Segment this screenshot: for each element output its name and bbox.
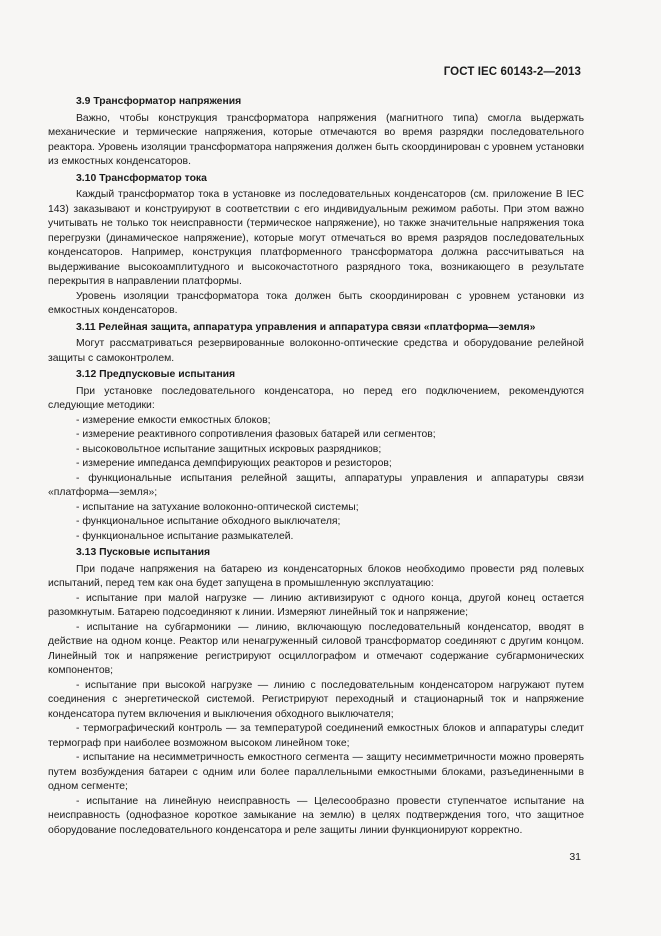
list-item: - измерение импеданса демпфирующих реакторов и резисторов; [76,458,392,469]
list-item: - высоковольтное испытание защитных искровых разрядников; [76,443,382,455]
list-item: - функциональное испытание размыкателей. [76,530,294,542]
list-item: - испытание при высокой нагрузке — линию с последовательным конденсатором нагружают путем соединения с энергетической системой. Регистрируют переходный и стационарный ток и напряжение конденсатора путем включения и выключения обходного выключателя; [48,679,584,720]
section-heading: 3.13 Пусковые испытания [76,547,211,558]
paragraph: Каждый трансформатор тока в установке из последовательных конденсаторов (см. приложение B IEC 143) заказывают и конструируют в соответствии с его индивидуальным режимом работы. При этом важно учитывать не только ток неисправности (термическое напряжение), но также значительные напряжения тока перегрузки (динамическое напряжение), которые могут отмечаться во время разрядов последовательных конденсаторов. Например, конструкция платформенного трансформатора должна рассчитываться на выдерживание высокоамплитудного и высокочастотного разрядного тока, возникающего в результате перекрытия в направлении платформы. [48,189,584,287]
list-item: - измерение реактивного сопротивления фазовых батарей или сегментов; [76,429,436,440]
list-item: - функциональные испытания релейной защиты, аппаратуры управления и аппаратуры связи «платформа—земля»; [48,472,584,498]
list-item: - испытание на линейную неисправность — Целесообразно провести ступенчатое испытание на неисправность (однофазное короткое замыкание на землю) в целях подтверждения того, что защитное оборудование последовательного конденсатора и реле защиты линии функционируют корректно. [48,795,584,836]
list-item: - термографический контроль — за температурой соединений емкостных блоков и аппаратуры следит термограф при наиболее возможном высоком линейном токе; [48,723,584,749]
list-item: - функциональное испытание обходного выключателя; [76,516,341,527]
paragraph: Могут рассматриваться резервированные волоконно-оптические средства и оборудование релейной защиты с самоконтролем. [48,338,584,364]
list-item: - испытание на субгармоники — линию, включающую последовательный конденсатор, вводят в действие на одном конце. Реактор или ненагруженный силовой трансформатор соединяют с другим концом. Линейный ток и напряжение регистрируют осциллографом и отмечают содержание субгармонических компонентов; [48,621,584,676]
list-item: - испытание при малой нагрузке — линию активизируют с одного конца, другой конец остается разомкнутым. Батарею подсоединяют к линии. Измеряют линейный ток и напряжение; [48,592,584,618]
list-item: - измерение емкости емкостных блоков; [76,414,271,426]
standard-code-header: ГОСТ IEC 60143-2—2013 [443,66,581,78]
list-item: - испытание на несимметричность емкостного сегмента — защиту несимметричности можно проверять путем возбуждения батареи с одним или более параллельными емкостными блоками, разъединенными в одном сегменте; [48,752,584,792]
section-heading: 3.10 Трансформатор тока [76,172,207,184]
list-item: - испытание на затухание волоконно-оптической системы; [76,501,359,513]
section-3-13 [48,546,584,838]
section-heading: 3.11 Релейная защита, аппаратура управления и аппаратура связи «платформа—земля» [76,321,536,333]
paragraph: При подаче напряжения на батарею из конденсаторных блоков необходимо провести ряд полевых испытаний, перед тем как она будет запущена в промышленную эксплуатацию: [48,563,584,589]
section-3-9 [48,95,584,170]
section-3-12 [48,368,584,544]
paragraph: При установке последовательного конденсатора, но перед его подключением, рекомендуются следующие методики: [48,385,584,411]
section-heading: 3.9 Трансформатор напряжения [76,96,242,107]
paragraph: Уровень изоляции трансформатора тока должен быть скоординирован с уровнем установки из емкостных конденсаторов. [48,290,584,316]
section-3-10 [48,172,584,319]
document-body [48,95,584,838]
page-number: 31 [569,851,581,863]
section-heading: 3.12 Предпусковые испытания [76,369,236,380]
section-3-11 [48,321,584,367]
paragraph: Важно, чтобы конструкция трансформатора напряжения (магнитного типа) смогла выдержать механические и термические напряжения, которые отмечаются во время разрядки последовательного реактора. Уровень изоляции трансформатора напряжения должен быть скоординирован с уровнем установки из емкостных конденсаторов. [48,112,584,167]
